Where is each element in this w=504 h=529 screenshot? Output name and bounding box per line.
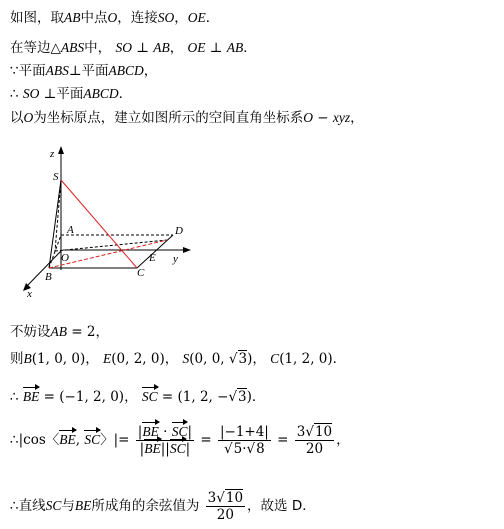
line-6: 不妨设AB = 2，	[10, 324, 109, 340]
label-a: A	[67, 224, 74, 236]
label-c: C	[137, 267, 145, 279]
label-x: x	[27, 288, 32, 300]
line-7: 则B(1, 0, 0)， E(0, 2, 0)， S(0, 0, √3)， C(1, 2, 0)．	[10, 351, 347, 367]
label-d: D	[175, 225, 183, 237]
label-b: B	[45, 271, 52, 283]
label-z: z	[50, 148, 55, 160]
line-4: ∴ SO ⊥平面ABCD．	[10, 86, 133, 102]
geometry-figure	[15, 140, 215, 310]
label-y: y	[173, 253, 178, 265]
line-5: 以O为坐标原点，建立如图所示的空间直角坐标系O − xyz，	[10, 110, 364, 126]
line-9: ∴|cos〈BE, SC〉|= $\frac{|BE \cdot SC|}{|BE||SC|}$ = $\frac{|-1+4|}{√5\cdot√8}$ = $\frac{3√10}{20}$ ，	[10, 424, 350, 457]
line-3: ∵平面ABS⊥平面ABCD，	[10, 63, 158, 79]
label-o: O	[61, 252, 69, 264]
label-s: S	[53, 171, 59, 183]
line-8: ∴ BE = (−1, 2, 0)， SC = (1, 2, −√3)．	[10, 389, 266, 405]
line-1: 如图，取AB中点O，连接SO，OE．	[10, 10, 220, 26]
line-10: ∴直线SC与BE所成角的余弦值为 $\frac{3√10}{20}$ ，故选 D．	[10, 490, 316, 523]
line-2: 在等边△ABS中， SO ⊥ AB， OE ⊥ AB．	[10, 40, 257, 56]
label-e: E	[149, 252, 156, 264]
